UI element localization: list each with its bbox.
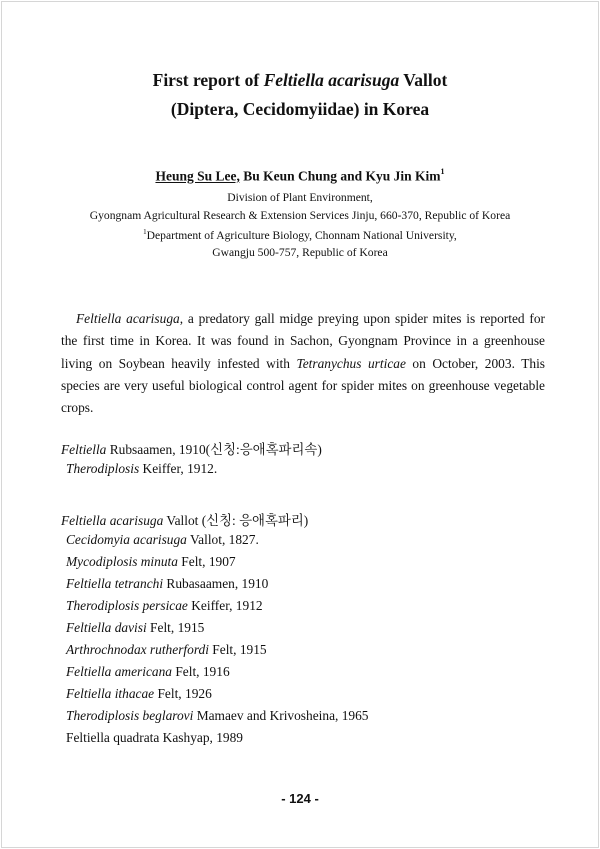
genus-author: Rubsaamen, 1910(신칭:응애혹파리속) [106,442,322,457]
abstract-text-end: on October, 2003. This species are very useful biological control agent for spider mites on greenhouse vegetable crops. [61,355,546,416]
abstract-paragraph [61,308,545,419]
abstract-text: , a predatory gall midge preying upon spider mites is reported for the first time in Korea. It was found in Sachon, Gyongnam Province in a greenhouse living on Soybean heavily infested with [61,311,545,371]
affiliation-line-4: Gwangju 500-757, Republic of Korea [212,246,388,260]
species-author: Vallot (신칭: 응애혹파리) [163,513,309,528]
affiliation-line-3 [0,224,600,244]
synonym-name: Cecidomyia acarisuga [66,532,187,547]
species-synonym [66,532,259,548]
synonym-author: Felt, 1916 [171,664,230,679]
synonym-name: Feltiella tetranchi [66,576,164,591]
genus-name: Feltiella [61,442,107,457]
species-synonym [66,554,236,570]
affiliation-line-1: Division of Plant Environment, [227,191,373,204]
synonym-author: Felt, 1915 [208,642,267,657]
species-synonym [66,598,263,614]
species-synonym [66,620,204,636]
synonym-author: Felt, 1915 [146,620,205,635]
affiliation-superscript: 1 [143,228,147,236]
species-synonym [66,708,369,724]
genus-heading [61,439,322,458]
synonym-author: Rubasaamen, 1910 [163,576,269,591]
species-name: Feltiella acarisuga [61,513,164,528]
affiliations [0,189,600,262]
genus-synonym-author: Keiffer, 1912. [139,461,218,476]
page-number: - 124 - [281,791,319,806]
co-authors: Bu Keun Chung and Kyu Jin Kim [239,168,441,184]
synonym-author: Keiffer, 1912 [187,598,263,613]
synonym-name: Arthrochnodax rutherfordi [66,642,209,657]
synonym-author: Vallot, 1827. [186,532,259,547]
species-synonym [66,730,243,746]
synonym-name: Mycodiplosis minuta [66,554,178,569]
species-heading [61,510,308,529]
title-species-name: Feltiella acarisuga [263,70,400,90]
synonym-name: Feltiella americana [66,664,172,679]
species-synonym [66,642,267,658]
title-line-1 [0,66,600,95]
affiliation-line-3-text: Department of Agriculture Biology, Chonnam National University, [146,228,457,242]
genus-synonym-name: Therodiplosis [66,461,140,476]
author-list [0,168,600,185]
synonym-author: Felt, 1926 [154,686,212,701]
first-author: Heung Su Lee, [155,168,240,184]
synonym-author: Feltiella quadrata Kashyap, 1989 [66,730,244,745]
species-synonym [66,576,268,592]
title-line-2: (Diptera, Cecidomyiidae) in Korea [170,99,430,119]
synonym-author: Felt, 1907 [177,554,236,569]
paper-title [0,66,600,124]
synonym-name: Feltiella davisi [66,620,147,635]
species-synonym [66,686,212,702]
synonym-name: Therodiplosis beglarovi [66,708,194,723]
title-text: First report of [152,70,264,90]
abstract-species-name: Feltiella acarisuga [76,311,180,326]
synonym-name: Feltiella ithacae [66,686,155,701]
abstract-prey-name: Tetranychus urticae [296,355,406,371]
author-superscript: 1 [440,167,445,176]
synonym-name: Therodiplosis persicae [66,598,188,613]
title-text-end: Vallot [399,70,448,90]
species-synonym [66,664,230,680]
affiliation-line-2: Gyongnam Agricultural Research & Extension Services Jinju, 660-370, Republic of Korea [89,208,511,222]
synonym-author: Mamaev and Krivosheina, 1965 [193,708,369,723]
genus-synonym [66,461,217,477]
